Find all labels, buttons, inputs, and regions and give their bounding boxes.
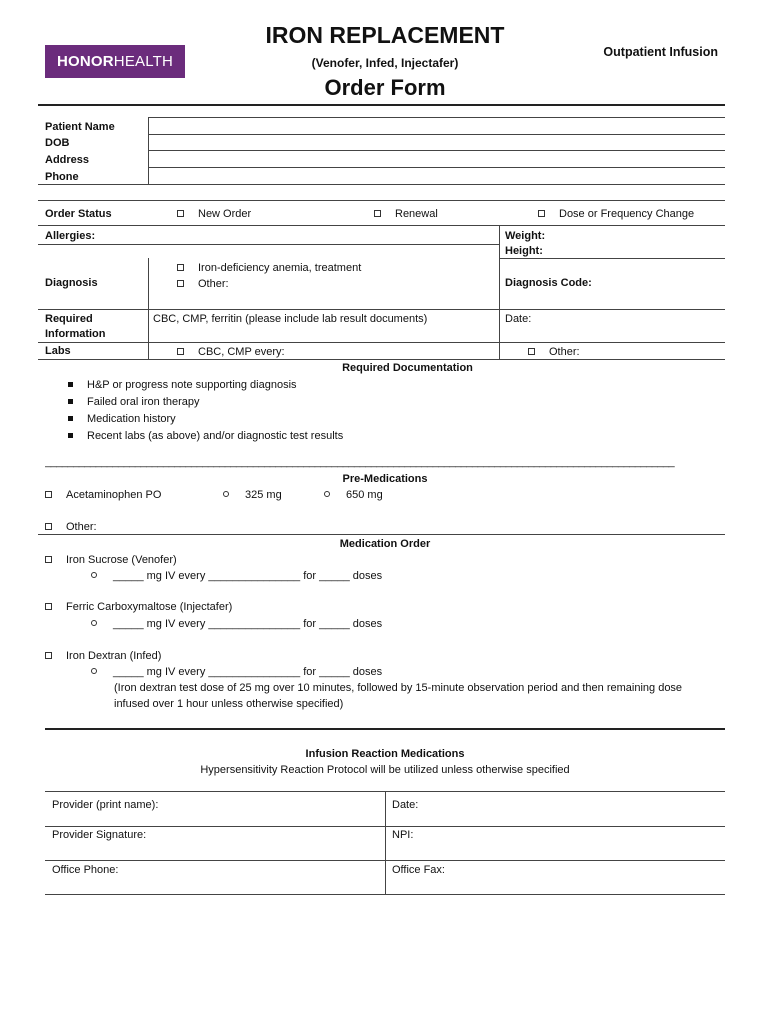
bullet-icon bbox=[68, 416, 73, 421]
labs-option[interactable] bbox=[177, 346, 285, 358]
checkbox-icon[interactable] bbox=[177, 210, 184, 217]
checkbox-icon[interactable] bbox=[177, 264, 184, 271]
npi-label: NPI: bbox=[392, 829, 414, 841]
dose-line-text: _____ mg IV every _______________ for _____ doses bbox=[113, 666, 383, 678]
list-item bbox=[68, 430, 343, 442]
radio-icon bbox=[91, 572, 97, 578]
new-order-option[interactable] bbox=[177, 208, 251, 220]
allergies-field[interactable] bbox=[38, 244, 499, 245]
infed-dose-line[interactable] bbox=[91, 666, 382, 678]
venofer-label: Iron Sucrose (Venofer) bbox=[66, 554, 177, 566]
address-label: Address bbox=[45, 154, 90, 166]
dose-label: 650 mg bbox=[346, 489, 383, 501]
divider bbox=[148, 117, 725, 118]
dose-line-text: _____ mg IV every _______________ for _____ doses bbox=[113, 570, 383, 582]
page-subtitle: (Venofer, Infed, Injectafer) bbox=[311, 56, 459, 70]
weight-label: Weight: bbox=[505, 230, 546, 242]
diagnosis-label: Diagnosis bbox=[45, 277, 98, 289]
divider bbox=[38, 342, 725, 343]
checkbox-icon[interactable] bbox=[45, 603, 52, 610]
list-item-text: Failed oral iron therapy bbox=[87, 396, 200, 408]
divider bbox=[38, 359, 725, 360]
diagnosis-option-label: Other: bbox=[198, 278, 229, 290]
checkbox-icon[interactable] bbox=[45, 652, 52, 659]
radio-icon bbox=[91, 668, 97, 674]
labs-label: Labs bbox=[45, 345, 71, 357]
dob-field[interactable] bbox=[148, 150, 725, 151]
dob-label: DOB bbox=[45, 137, 70, 149]
acetaminophen-option[interactable] bbox=[45, 489, 161, 501]
infed-label: Iron Dextran (Infed) bbox=[66, 650, 162, 662]
list-item bbox=[68, 413, 176, 425]
dose-change-label: Dose or Frequency Change bbox=[559, 208, 695, 220]
office-phone-label: Office Phone: bbox=[52, 864, 119, 876]
divider bbox=[38, 309, 725, 310]
required-docs-title: Required Documentation bbox=[342, 362, 473, 374]
list-item bbox=[68, 379, 297, 391]
premeds-other-field[interactable] bbox=[38, 534, 725, 535]
checkbox-icon[interactable] bbox=[177, 280, 184, 287]
provider-name-field[interactable] bbox=[45, 826, 725, 827]
list-item-text: Medication history bbox=[87, 413, 176, 425]
outpatient-label: Outpatient Infusion bbox=[603, 45, 718, 59]
form-title: Order Form bbox=[324, 75, 446, 100]
divider bbox=[38, 225, 725, 226]
section-separator: ________________________________________________________________________________________________________________ bbox=[45, 456, 675, 468]
bullet-icon bbox=[68, 382, 73, 387]
dose-change-option[interactable] bbox=[538, 208, 694, 220]
phone-label: Phone bbox=[45, 171, 79, 183]
date-label: Date: bbox=[505, 313, 532, 325]
bullet-icon bbox=[68, 399, 73, 404]
injectafer-label: Ferric Carboxymaltose (Injectafer) bbox=[66, 601, 233, 613]
dose-325-option[interactable] bbox=[223, 489, 282, 501]
venofer-dose-line[interactable] bbox=[91, 570, 382, 582]
premeds-other-option[interactable] bbox=[45, 521, 97, 533]
premeds-title: Pre-Medications bbox=[342, 473, 428, 485]
required-info-label: Information bbox=[45, 328, 106, 340]
renewal-option[interactable] bbox=[374, 208, 438, 220]
labs-option-label: CBC, CMP every: bbox=[198, 346, 285, 358]
renewal-label: Renewal bbox=[395, 208, 438, 220]
required-info-label: Required bbox=[45, 313, 93, 325]
infusion-reaction-text: Hypersensitivity Reaction Protocol will be utilized unless otherwise specified bbox=[200, 764, 570, 776]
injectafer-dose-line[interactable] bbox=[91, 618, 382, 630]
injectafer-option[interactable] bbox=[45, 601, 232, 613]
provider-name-label: Provider (print name): bbox=[52, 799, 159, 811]
list-item-text: Recent labs (as above) and/or diagnostic test results bbox=[87, 430, 344, 442]
new-order-label: New Order bbox=[198, 208, 252, 220]
office-fax-label: Office Fax: bbox=[392, 864, 445, 876]
checkbox-icon[interactable] bbox=[538, 210, 545, 217]
divider bbox=[499, 225, 500, 360]
infed-note: infused over 1 hour unless otherwise specified) bbox=[114, 698, 344, 710]
provider-signature-label: Provider Signature: bbox=[52, 829, 147, 841]
radio-icon[interactable] bbox=[223, 491, 229, 497]
bullet-icon bbox=[68, 433, 73, 438]
checkbox-icon[interactable] bbox=[374, 210, 381, 217]
office-phone-field[interactable] bbox=[45, 894, 725, 895]
address-field[interactable] bbox=[148, 167, 725, 168]
list-item-text: H&P or progress note supporting diagnosis bbox=[87, 379, 297, 391]
list-item bbox=[68, 396, 200, 408]
dose-label: 325 mg bbox=[245, 489, 282, 501]
medication-order-title: Medication Order bbox=[339, 538, 431, 550]
dose-650-option[interactable] bbox=[324, 489, 383, 501]
logo-text-light: HEALTH bbox=[113, 53, 174, 70]
diagnosis-option-other[interactable] bbox=[177, 278, 229, 290]
logo-text-bold: HONOR bbox=[56, 53, 114, 70]
radio-icon[interactable] bbox=[324, 491, 330, 497]
radio-icon bbox=[91, 620, 97, 626]
divider bbox=[38, 200, 725, 201]
infusion-reaction-title: Infusion Reaction Medications bbox=[305, 748, 465, 760]
diagnosis-option-anemia[interactable] bbox=[177, 262, 361, 274]
acetaminophen-label: Acetaminophen PO bbox=[66, 489, 162, 501]
required-info-text: CBC, CMP, ferritin (please include lab result documents) bbox=[153, 313, 428, 325]
checkbox-icon[interactable] bbox=[528, 348, 535, 355]
provider-signature-field[interactable] bbox=[45, 860, 725, 861]
venofer-option[interactable] bbox=[45, 554, 177, 566]
checkbox-icon[interactable] bbox=[45, 556, 52, 563]
infed-option[interactable] bbox=[45, 650, 161, 662]
section-divider bbox=[45, 728, 725, 730]
provider-date-label: Date: bbox=[392, 799, 419, 811]
checkbox-icon[interactable] bbox=[45, 491, 52, 498]
labs-other-option[interactable] bbox=[528, 346, 580, 358]
height-field[interactable] bbox=[499, 258, 725, 259]
labs-other-label: Other: bbox=[549, 346, 580, 358]
checkbox-icon[interactable] bbox=[45, 523, 52, 530]
header-divider bbox=[38, 104, 725, 106]
premeds-other-label: Other: bbox=[66, 521, 97, 533]
order-status-label: Order Status bbox=[45, 208, 112, 220]
phone-field[interactable] bbox=[38, 184, 725, 185]
infed-note: (Iron dextran test dose of 25 mg over 10 minutes, followed by 15-minute observation period and then remaining dose bbox=[114, 682, 683, 694]
allergies-label: Allergies: bbox=[45, 230, 96, 242]
diagnosis-option-label: Iron-deficiency anemia, treatment bbox=[198, 262, 362, 274]
height-label: Height: bbox=[505, 245, 543, 257]
patient-name-field[interactable] bbox=[148, 134, 725, 135]
divider bbox=[385, 791, 386, 894]
checkbox-icon[interactable] bbox=[177, 348, 184, 355]
diagnosis-code-label: Diagnosis Code: bbox=[505, 277, 592, 289]
dose-line-text: _____ mg IV every _______________ for _____ doses bbox=[113, 618, 383, 630]
patient-name-label: Patient Name bbox=[45, 121, 115, 133]
page-title: IRON REPLACEMENT bbox=[265, 22, 505, 48]
